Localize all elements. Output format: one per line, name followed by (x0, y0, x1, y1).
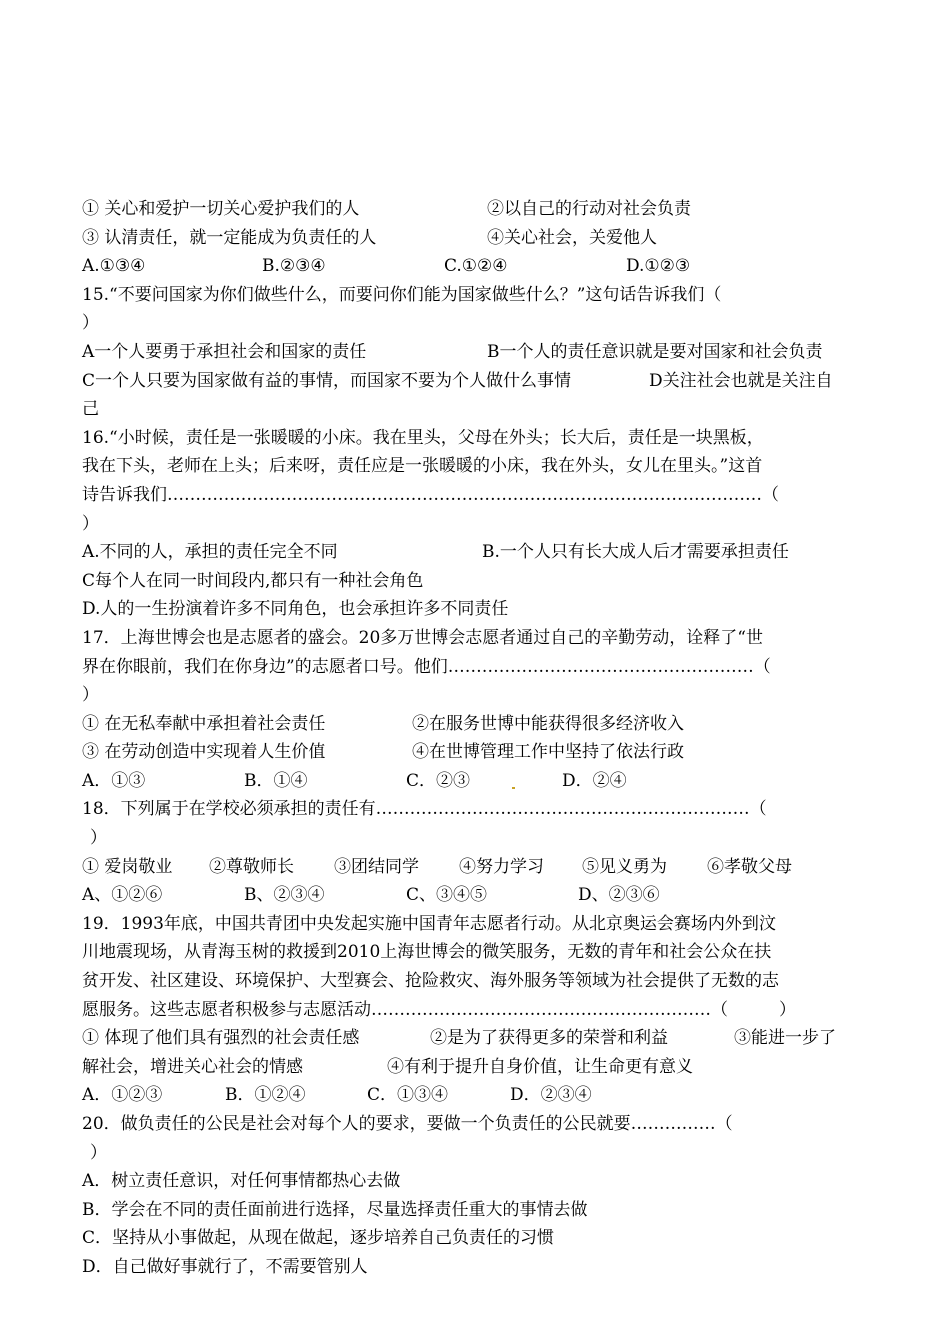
q16-stem-text-3: 诗告诉我们……………………………………………………………………………………………（ (82, 484, 779, 505)
q15-stem-text-1: 15.“不要问国家为你们做些什么，而要问你们能为国家做些什么？”这句话告诉我们（ (82, 284, 722, 305)
q18-choices (82, 881, 882, 910)
q15-option-c: C一个人只要为国家做有益的事情，而国家不要为个人做什么事情 (82, 370, 572, 391)
q19-stem-text-3: 贫开发、社区建设、环境保护、大型赛会、抢险救灾、海外服务等领域为社会提供了无数的志 (82, 971, 779, 992)
q16-option-d-row (82, 595, 882, 624)
q20-option-c: C．坚持从小事做起，从现在做起，逐步培养自己负责任的习惯 (82, 1228, 555, 1249)
q17-choice-d: D．②④ (562, 770, 627, 791)
q18-option-4: ④努力学习 (459, 856, 544, 877)
q16-stem-4 (82, 510, 882, 539)
q19-option-3: ③能进一步了 (734, 1028, 836, 1049)
q15-option-d-cont (82, 395, 882, 424)
q17-option-4: ④在世博管理工作中坚持了依法行政 (412, 742, 684, 763)
q14-option-row-2 (82, 224, 882, 253)
q17-choice-a: A．①③ (82, 770, 146, 791)
q17-stem-text-3: ） (82, 685, 99, 706)
q18-options (82, 853, 882, 882)
q17-stem-1 (82, 624, 882, 653)
q19-stem-3 (82, 967, 882, 996)
q19-stem-4 (82, 996, 882, 1025)
q16-stem-text-1: 16.“小时候，责任是一张暖暖的小床。我在里头，父母在外头；长大后，责任是一块黑板， (82, 427, 764, 448)
q15-option-d-text-2: 己 (82, 399, 99, 420)
q20-stem-2 (82, 1139, 882, 1168)
q19-option-row-2 (82, 1053, 882, 1082)
q17-stem-text-1: 17．上海世博会也是志愿者的盛会。20多万世博会志愿者通过自己的辛勤劳动，诠释了“世 (82, 627, 763, 648)
q17-option-3: ③ 在劳动创造中实现着人生价值 (82, 742, 326, 763)
q20-stem-1 (82, 1110, 882, 1139)
q19-choice-a: A．①②③ (82, 1085, 163, 1106)
q14-choice-b: B.②③④ (262, 256, 326, 277)
q15-options-ab (82, 338, 882, 367)
q19-stem-text-4: 愿服务。这些志愿者积极参与志愿活动……………………………………………………（ ） (82, 999, 796, 1020)
q14-choice-a: A.①③④ (82, 256, 146, 277)
q19-choice-b: B．①②④ (225, 1085, 306, 1106)
q15-option-b: B一个人的责任意识就是要对国家和社会负责 (487, 341, 823, 362)
q20-option-c-row (82, 1224, 882, 1253)
q18-option-5: ⑤见义勇为 (582, 856, 667, 877)
q14-option-4: ④关心社会，关爱他人 (487, 227, 657, 248)
q16-option-c-row (82, 567, 882, 596)
q18-option-3: ③团结同学 (334, 856, 419, 877)
q17-option-1: ① 在无私奉献中承担着社会责任 (82, 713, 326, 734)
q17-stem-text-2: 界在你眼前，我们在你身边”的志愿者口号。他们………………………………………………（ (82, 656, 771, 677)
q14-choice-d: D.①②③ (626, 256, 691, 277)
q20-option-d-row (82, 1253, 882, 1282)
q15-stem-2 (82, 309, 882, 338)
q16-options-ab (82, 538, 882, 567)
q20-option-a: A．树立责任意识，对任何事情都热心去做 (82, 1171, 401, 1192)
q19-stem-text-1: 19．1993年底，中国共青团中央发起实施中国青年志愿者行动。从北京奥运会赛场内外到汶 (82, 913, 776, 934)
q14-option-1: ① 关心和爱护一切关心爱护我们的人 (82, 199, 360, 219)
q19-option-2: ②是为了获得更多的荣誉和利益 (430, 1028, 668, 1049)
q18-stem-text-2: ） (90, 828, 107, 849)
q15-option-d: D关注社会也就是关注自 (649, 370, 833, 391)
q18-stem-2 (82, 824, 882, 853)
q16-stem-1 (82, 424, 882, 453)
q14-choice-c: C.①②④ (444, 256, 508, 277)
exam-page (82, 195, 882, 1282)
q20-option-b: B．学会在不同的责任面前进行选择，尽量选择责任重大的事情去做 (82, 1199, 588, 1220)
q19-option-1: ① 体现了他们具有强烈的社会责任感 (82, 1028, 360, 1049)
q16-option-d: D.人的一生扮演着许多不同角色，也会承担许多不同责任 (82, 599, 509, 620)
q19-choice-d: D．②③④ (510, 1085, 592, 1106)
stray-dot (512, 787, 515, 789)
q17-choices (82, 767, 882, 796)
q18-option-1: ① 爱岗敬业 (82, 856, 173, 877)
q19-stem-2 (82, 938, 882, 967)
q17-choice-b: B．①④ (244, 770, 308, 791)
q14-option-2: ②以自己的行动对社会负责 (487, 199, 691, 219)
q16-stem-2 (82, 452, 882, 481)
q19-stem-1 (82, 910, 882, 939)
q15-option-a: A一个人要勇于承担社会和国家的责任 (82, 341, 367, 362)
q19-option-4: ④有利于提升自身价值，让生命更有意义 (387, 1056, 693, 1077)
q18-choice-c: C、③④⑤ (406, 885, 488, 906)
q14-option-row-1 (82, 195, 882, 224)
q20-stem-text-2: ） (90, 1142, 107, 1163)
q20-stem-text-1: 20．做负责任的公民是社会对每个人的要求，要做一个负责任的公民就要……………（ (82, 1114, 733, 1134)
q16-option-c: C每个人在同一时间段内,都只有一种社会角色 (82, 570, 424, 591)
q17-option-2: ②在服务世博中能获得很多经济收入 (412, 713, 684, 734)
q16-stem-text-4: ） (82, 513, 99, 534)
q19-option-3-cont: 解社会，增进关心社会的情感 (82, 1056, 303, 1077)
q18-choice-b: B、②③④ (244, 885, 325, 906)
q20-option-a-row (82, 1167, 882, 1196)
q18-stem-1 (82, 795, 882, 824)
q14-option-3: ③ 认清责任，就一定能成为负责任的人 (82, 227, 377, 248)
q17-stem-2 (82, 653, 882, 682)
q20-option-b-row (82, 1196, 882, 1225)
q19-stem-text-2: 川地震现场，从青海玉树的救援到2010上海世博会的微笑服务，无数的青年和社会公众在扶 (82, 942, 772, 963)
q17-option-row-2 (82, 738, 882, 767)
q15-stem-text-2: ） (82, 313, 99, 334)
q18-option-2: ②尊敬师长 (209, 856, 294, 877)
q19-choice-c: C．①③④ (367, 1085, 449, 1106)
q15-stem-1 (82, 281, 882, 310)
q17-option-row-1 (82, 710, 882, 739)
q18-choice-d: D、②③⑥ (578, 885, 660, 906)
q17-stem-3 (82, 681, 882, 710)
q18-choice-a: A、①②⑥ (82, 885, 163, 906)
q14-choices (82, 252, 882, 281)
q16-stem-text-2: 我在下头，老师在上头；后来呀，责任应是一张暖暖的小床，我在外头，女儿在里头。”这首 (82, 456, 763, 477)
q17-choice-c: C．②③ (406, 770, 471, 791)
q19-option-row-1 (82, 1024, 882, 1053)
q18-option-6: ⑥孝敬父母 (707, 856, 792, 877)
q16-stem-3 (82, 481, 882, 510)
q19-choices (82, 1081, 882, 1110)
q18-stem-text-1: 18．下列属于在学校必须承担的责任有…………………………………………………………（ (82, 799, 767, 820)
q16-option-b: B.一个人只有长大成人后才需要承担责任 (482, 542, 789, 563)
q20-option-d: D．自己做好事就行了，不需要管别人 (82, 1256, 368, 1277)
q15-options-cd (82, 367, 882, 396)
q16-option-a: A.不同的人，承担的责任完全不同 (82, 542, 338, 563)
